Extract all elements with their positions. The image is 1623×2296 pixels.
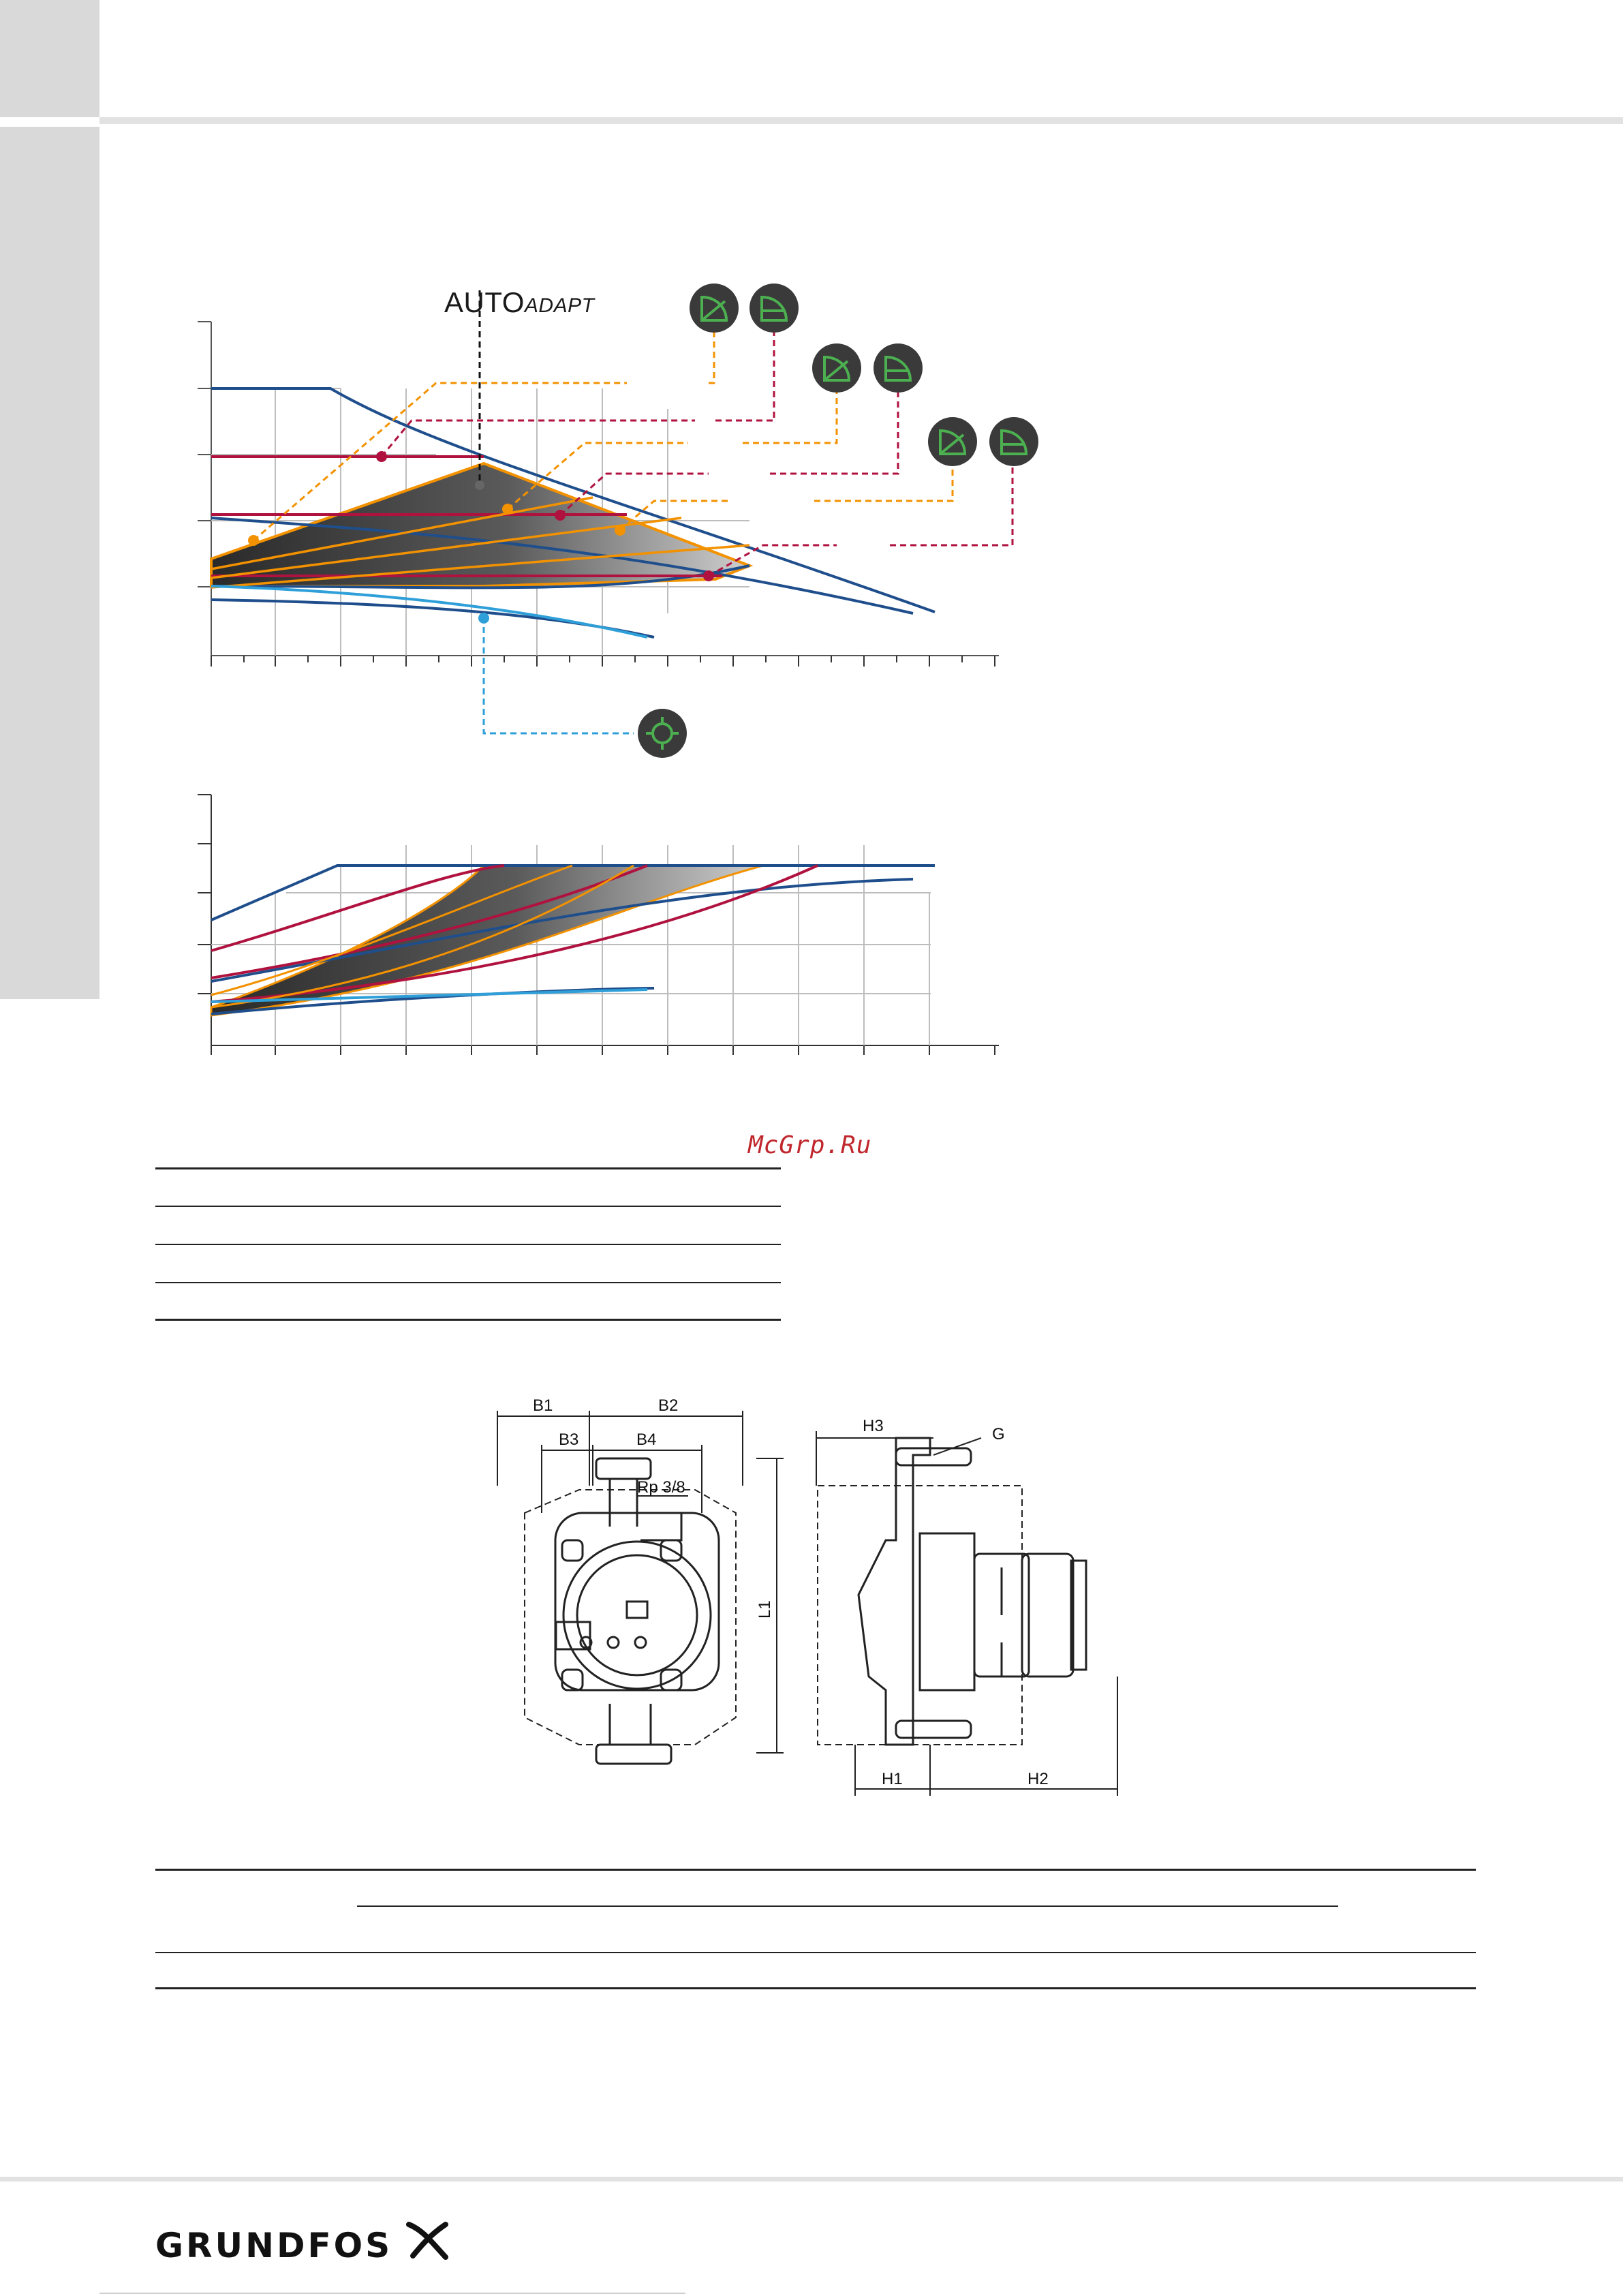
front-view — [525, 1458, 736, 1764]
bottom-hairline — [99, 2293, 685, 2294]
front-dimension-lines — [497, 1411, 784, 1753]
dim-h1: H1 — [882, 1770, 903, 1788]
dim-b1: B1 — [533, 1396, 553, 1415]
auto-main: AUTO — [444, 286, 525, 318]
dim-l1: L1 — [756, 1600, 774, 1619]
constant-pressure-icon — [989, 417, 1038, 466]
night-curves — [211, 586, 654, 637]
watermark: McGrp.Ru — [748, 1131, 872, 1159]
table-rule — [155, 1244, 781, 1245]
table-rule — [155, 1167, 781, 1169]
grundfos-x-logo-icon — [406, 2220, 450, 2261]
table-rule — [155, 1206, 781, 1207]
dim-h2: H2 — [1027, 1770, 1049, 1788]
dim-b4: B4 — [636, 1430, 657, 1449]
dim-h3: H3 — [863, 1417, 884, 1435]
side-view — [818, 1438, 1086, 1745]
table-rule — [155, 1319, 781, 1321]
dim-rp: Rp 3/8 — [637, 1478, 685, 1497]
footer-rule — [0, 2177, 1623, 2182]
autoadapt-label — [444, 286, 594, 319]
constant-pressure-icon — [874, 343, 923, 393]
bottom-chart-ticks — [211, 1045, 995, 1055]
dimension-table-rule — [155, 1987, 1476, 1989]
auto-sub: ADAPT — [524, 294, 595, 317]
dimension-table-rule — [357, 1905, 1338, 1907]
dim-b2: B2 — [658, 1396, 679, 1415]
proportional-pressure-icon — [690, 284, 739, 333]
dimension-table-rule — [155, 1952, 1476, 1953]
pump-dimension-drawing — [477, 1390, 1145, 1813]
proportional-pressure-icon — [928, 417, 977, 466]
brand-logo: GRUNDFOS — [155, 2226, 393, 2265]
side-dimension-labels — [863, 1417, 1049, 1788]
constant-pressure-icon — [749, 284, 799, 333]
top-chart-ticks — [211, 656, 995, 667]
dimension-table-rule — [155, 1869, 1476, 1871]
performance-charts — [0, 0, 1623, 1090]
night-setback-icon — [638, 709, 687, 758]
table-rule — [155, 1282, 781, 1283]
dim-g: G — [992, 1425, 1005, 1443]
dim-b3: B3 — [559, 1430, 579, 1449]
proportional-pressure-icon — [812, 343, 861, 393]
